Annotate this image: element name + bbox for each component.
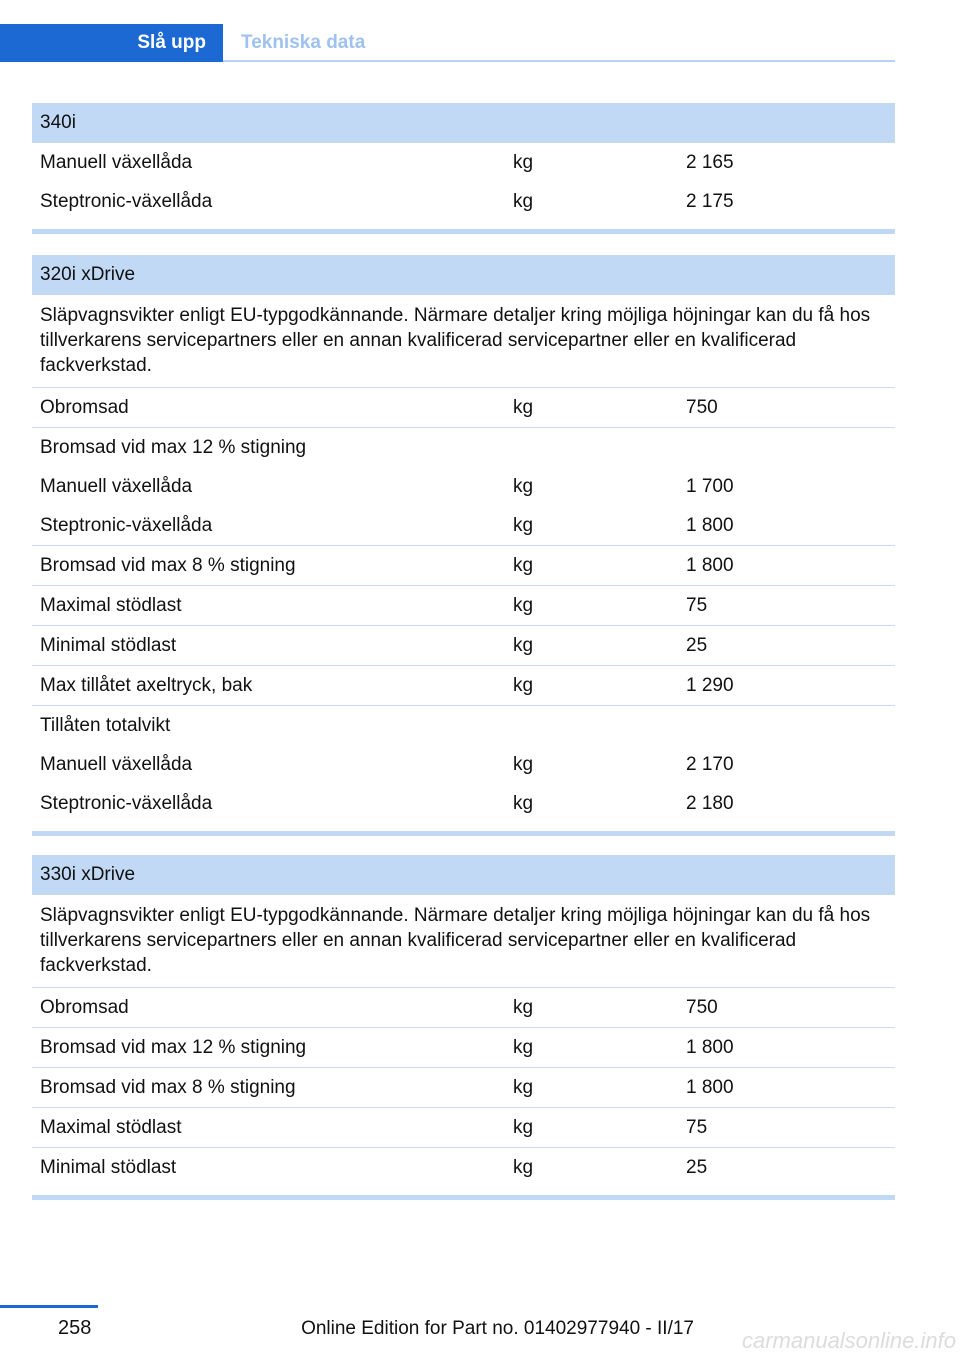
table-row: [32, 745, 895, 784]
row-unit: kg: [513, 152, 534, 173]
model-name: 330i xDrive: [40, 864, 136, 885]
row-unit: kg: [513, 675, 534, 696]
row-unit: kg: [513, 476, 534, 497]
row-unit: kg: [513, 1157, 534, 1178]
table-row: [32, 546, 895, 586]
row-value: 1 800: [686, 515, 734, 536]
row-label: Minimal stödlast: [40, 635, 177, 656]
model-name: 320i xDrive: [40, 264, 136, 285]
table-row: [32, 1108, 895, 1148]
table-row: [32, 428, 895, 467]
page-header: [0, 24, 895, 62]
table-row: [32, 1028, 895, 1068]
row-value: 75: [686, 1117, 708, 1138]
table-note: [32, 895, 895, 988]
row-value: 1 800: [686, 1037, 734, 1058]
row-value: 750: [686, 997, 718, 1018]
row-value: 2 175: [686, 191, 734, 212]
lookup-tab[interactable]: Slå upp: [0, 24, 223, 62]
row-unit: kg: [513, 754, 534, 775]
table-row: [32, 586, 895, 626]
row-label: Steptronic-växellåda: [40, 515, 213, 536]
row-label: Bromsad vid max 8 % stigning: [40, 555, 296, 576]
table-end-rule: [32, 1195, 895, 1200]
row-unit: kg: [513, 1037, 534, 1058]
model-name: 340i: [40, 112, 76, 133]
table-row: [32, 1068, 895, 1108]
spec-table-340i: [32, 103, 895, 234]
row-value: 1 290: [686, 675, 734, 696]
row-value: 2 170: [686, 754, 734, 775]
row-value: 1 700: [686, 476, 734, 497]
table-row: [32, 388, 895, 428]
row-label: Maximal stödlast: [40, 595, 182, 616]
row-label: Manuell växellåda: [40, 754, 193, 775]
table-heading: [32, 855, 895, 895]
table-row: [32, 706, 895, 745]
table-end-rule: [32, 229, 895, 234]
row-label: Bromsad vid max 12 % stigning: [40, 1037, 307, 1058]
row-label: Manuell växellåda: [40, 476, 193, 497]
note-text: Släpvagnsvikter enligt EU-typgodkännande. Närmare detaljer kring möjliga höjningar kan du få hos tillverkarens servicepartners eller en annan kvalificerad servicepartner eller en kvalificerad fackverkstad.: [40, 305, 871, 376]
row-label: Maximal stödlast: [40, 1117, 182, 1138]
watermark: carmanualsonline.info: [741, 1328, 956, 1353]
row-unit: kg: [513, 997, 534, 1018]
row-unit: kg: [513, 191, 534, 212]
table-row: [32, 626, 895, 666]
table-row: [32, 784, 895, 823]
row-value: 25: [686, 1157, 708, 1178]
row-label: Max tillåtet axeltryck, bak: [40, 675, 253, 696]
row-label: Bromsad vid max 8 % stigning: [40, 1077, 296, 1098]
row-unit: kg: [513, 397, 534, 418]
header-divider: [223, 60, 895, 62]
table-note: [32, 295, 895, 388]
page-number: 258: [58, 1317, 92, 1339]
row-label: Minimal stödlast: [40, 1157, 177, 1178]
row-value: 2 180: [686, 793, 734, 814]
table-row: [32, 506, 895, 546]
spec-table-330i-xdrive: [32, 855, 895, 1200]
row-unit: kg: [513, 635, 534, 656]
spec-table-320i-xdrive: [32, 255, 895, 836]
row-label: Steptronic-växellåda: [40, 793, 213, 814]
table-row: [32, 143, 895, 182]
row-unit: kg: [513, 515, 534, 536]
table-end-rule: [32, 831, 895, 836]
table-row: [32, 666, 895, 706]
table-heading: [32, 103, 895, 143]
row-unit: kg: [513, 595, 534, 616]
row-value: 750: [686, 397, 718, 418]
note-text: Släpvagnsvikter enligt EU-typgodkännande. Närmare detaljer kring möjliga höjningar kan du få hos tillverkarens servicepartners eller en annan kvalificerad servicepartner eller en kvalificerad fackverkstad.: [40, 905, 871, 976]
footer-accent-line: [0, 1305, 98, 1308]
table-row: [32, 1148, 895, 1187]
row-unit: kg: [513, 1077, 534, 1098]
row-value: 25: [686, 635, 708, 656]
row-label: Obromsad: [40, 397, 129, 418]
row-value: 75: [686, 595, 708, 616]
row-label: Manuell växellåda: [40, 152, 193, 173]
edition-info: Online Edition for Part no. 01402977940 - II/17: [301, 1318, 694, 1339]
row-value: 2 165: [686, 152, 734, 173]
section-title[interactable]: Tekniska data: [241, 32, 366, 53]
table-heading: [32, 255, 895, 295]
row-unit: kg: [513, 1117, 534, 1138]
row-label: Steptronic-växellåda: [40, 191, 213, 212]
row-unit: kg: [513, 555, 534, 576]
row-label: Tillåten totalvikt: [40, 715, 171, 736]
table-row: [32, 182, 895, 221]
row-label: Obromsad: [40, 997, 129, 1018]
row-label: Bromsad vid max 12 % stigning: [40, 437, 307, 458]
table-row: [32, 467, 895, 506]
row-unit: kg: [513, 793, 534, 814]
row-value: 1 800: [686, 555, 734, 576]
table-row: [32, 988, 895, 1028]
row-value: 1 800: [686, 1077, 734, 1098]
